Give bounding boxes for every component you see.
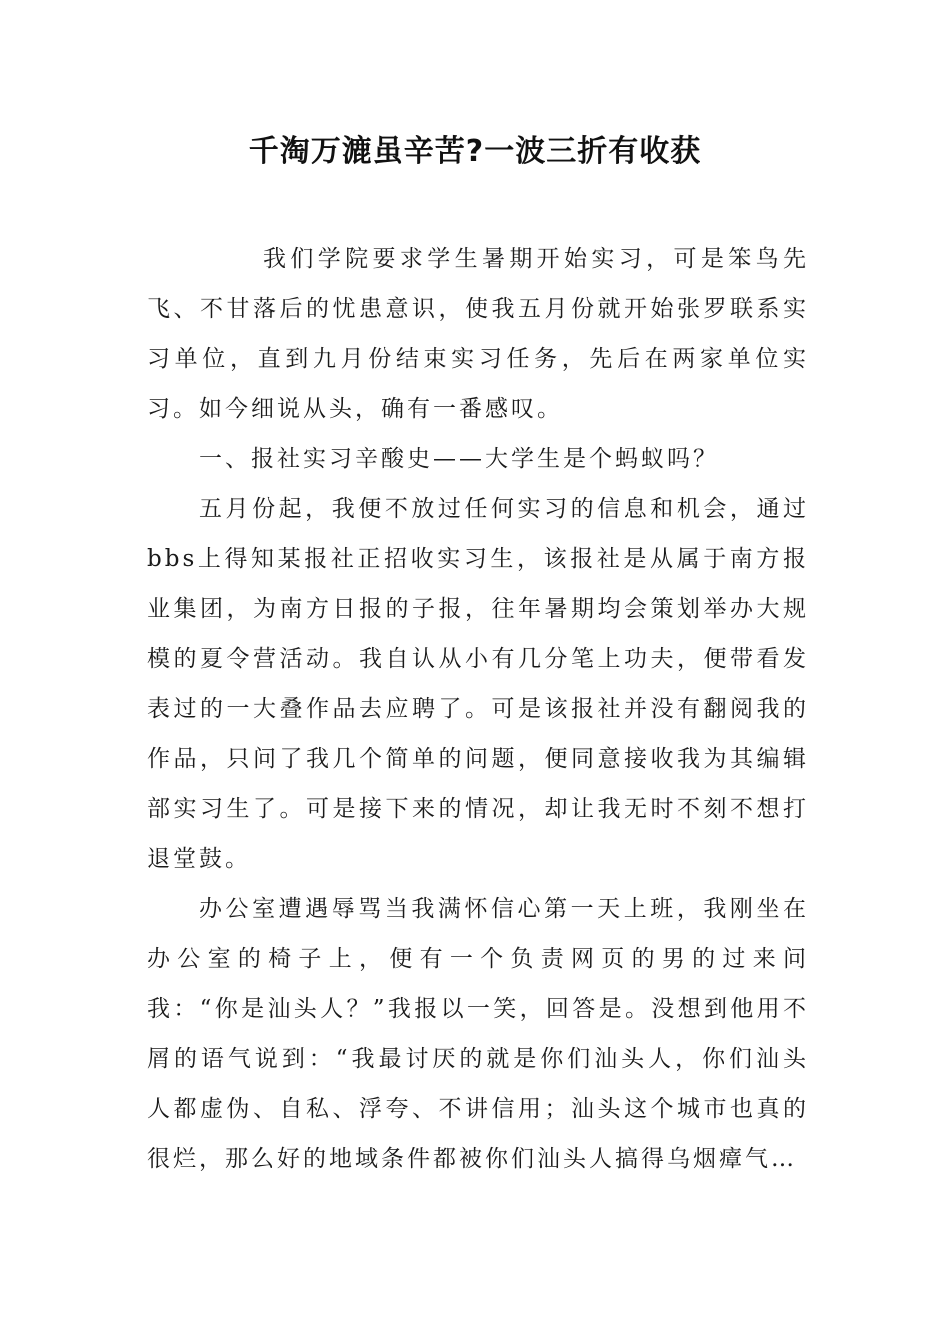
paragraph-office: 办公室遭遇辱骂当我满怀信心第一天上班，我刚坐在办公室的椅子上，便有一个负责网页的男的过来问我：“你是汕头人？”我报以一笑，回答是。没想到他用不屑的语气说到：“我最讨厌的就是你们汕头人，你们汕头人都虚伪、自私、浮夸、不讲信用；汕头这个城市也真的很烂，那么好的地域条件都被你们汕头人搞得乌烟瘴气… <box>147 896 809 1172</box>
paragraph-intro: 我们学院要求学生暑期开始实习，可是笨鸟先飞、不甘落后的忧患意识，使我五月份就开始张罗联系实习单位，直到九月份结束实习任务，先后在两家单位实习。如今细说从头，确有一番感叹。 <box>147 246 809 422</box>
paragraph-newspaper: 五月份起，我便不放过任何实习的信息和机会，通过bbs上得知某报社正招收实习生，该报社是从属于南方报业集团，为南方日报的子报，往年暑期均会策划举办大规模的夏令营活动。我自认从小有几分笔上功夫，便带看发表过的一大叠作品去应聘了。可是该报社并没有翻阅我的作品，只问了我几个简单的问题，便同意接收我为其编辑部实习生了。可是接下来的情况，却让我无时不刻不想打退堂鼓。 <box>147 496 809 872</box>
document-body <box>147 234 809 1184</box>
document-title: 千淘万漉虽辛苦?一波三折有收获 <box>248 134 702 169</box>
section-heading: 一、报社实习辛酸史——大学生是个蚂蚁吗？ <box>199 446 719 472</box>
